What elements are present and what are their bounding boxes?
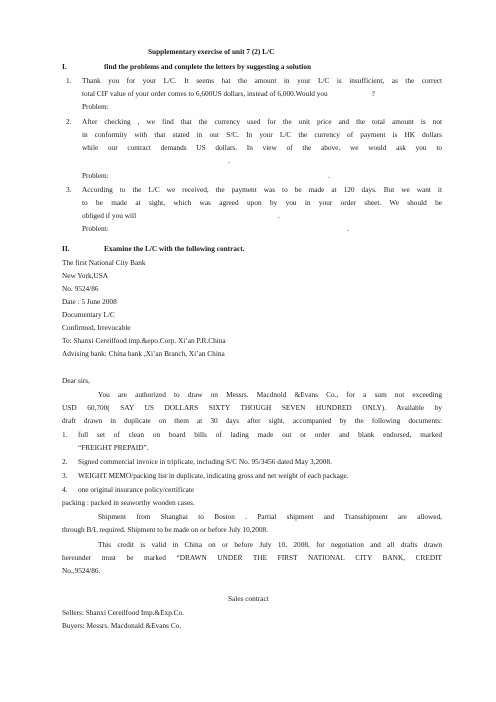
lc-bank-location: New York,USA [62, 271, 109, 280]
lc-para-3-line-1: This credit is valid in China on or before July 10, 2008, for negotiation and all drafts drawn [98, 540, 442, 549]
lc-para-2-line-2: through B/L required. Shipment to be made on or before July 10,2008. [62, 525, 269, 534]
lc-beneficiary: To: Shanxi Cereilfood imp.&epo.Corp. Xi’an P.R.China [62, 336, 226, 345]
item-3-number: 3. [66, 185, 72, 194]
item-2-line-4: . [228, 156, 230, 165]
section-2-heading: Examine the L/C with the following contract. [104, 244, 245, 253]
item-3-problem-label: Problem: [82, 224, 109, 233]
lc-packing: packing : packed in seaworthy wooden cases. [62, 498, 195, 507]
item-1-problem-label: Problem: [82, 102, 109, 111]
item-1-number: 1. [66, 76, 72, 85]
lc-doc-3-text: WEIGHT MEMO/packing list in duplicate, indicating gross and net weight of each package. [78, 471, 349, 480]
item-3-line-3: obliged if you will . [82, 211, 280, 220]
contract-title: Sales contract [228, 594, 269, 603]
lc-para-1-line-1: You are authorized to draw on Messrs. Macdnold &Evans Co., for a sum not exceeding [98, 390, 442, 399]
item-2-line-1: After checking , we find that the currency used for the unit price and the total amount is not [82, 117, 442, 126]
item-2-line-3: while our contract demands US dollars. In view of the above, we would ask you to [82, 143, 442, 152]
lc-para-1-line-3: draft drawn in duplicate on them at 30 days after sight, accompanied by the following documents: [62, 416, 442, 425]
contract-buyers: Buyers: Messrs. Macdonald &Evans Co. [62, 621, 182, 630]
lc-doc-1-continued: “FREIGHT PREPAID”. [78, 443, 149, 452]
lc-number: No. 9524/86 [62, 284, 99, 293]
document-title: Supplementary exercise of unit 7 (2) L/C [148, 47, 275, 56]
lc-doc-4-number: 4. [62, 485, 68, 494]
lc-doc-1-text: full set of clean on board bills of lading made out ot order and blank endorsed, marked [78, 430, 442, 439]
item-2-problem-end: . [328, 171, 330, 180]
lc-salutation: Dear sirs, [62, 376, 90, 385]
item-3-line-1: According to the L/C we received, the payment was to be made at 120 days. But we want it [82, 185, 442, 194]
lc-doc-2-text: Signed commercial invoice in triplicate, including S/C No. 95/3456 dated May 3,2008. [78, 457, 332, 466]
lc-para-3-line-2: hereunder must be marked “DRAWN UNDER THE FIRST NATIONAL CITY BANK, CREDIT [62, 553, 442, 562]
lc-para-2-line-1: Shipment from Shanghai to Boston . Partial shipment and Transshipment are allowed, [98, 512, 442, 521]
item-3-line-2: to be made at sight, which was agreed upon by you in your order sheet. We should be [82, 198, 442, 207]
lc-advising-bank: Advising bank: China bank ,Xi’an Branch, Xi’an China [62, 349, 225, 358]
lc-status: Confirmed, Irrevocable [62, 323, 131, 332]
item-1-line-2: total CIF value of your order comes to 6,600US dollars, instead of 6,000.Would you ? [82, 89, 375, 98]
lc-issuing-bank: The first National City Bank [62, 258, 146, 267]
lc-para-1-line-2: USD 60,700( SAY US DOLLARS SIXTY THOUGH SEVEN HUNDRED ONLY). Available by [62, 403, 442, 412]
item-1-line-1: Thank you for your L/C. It seems hat the amount in your L/C is insufficient, as the correct [82, 76, 442, 85]
lc-doc-1-number: 1. [62, 430, 68, 439]
lc-doc-3-number: 3. [62, 471, 68, 480]
item-3-problem-end: . [347, 224, 349, 233]
lc-date: Date : 5 June 2008 [62, 297, 117, 306]
item-2-line-2: in conformity with that stated in our S/C. In your L/C the currency of payment is HK dollars [82, 130, 442, 139]
lc-doc-2-number: 2. [62, 457, 68, 466]
lc-type: Documentary L/C [62, 310, 115, 319]
section-1-number: I. [62, 62, 67, 71]
item-2-number: 2. [66, 117, 72, 126]
contract-sellers: Sellers: Shanxi Cereilfood Imp.&Exp.Co. [62, 608, 185, 617]
section-1-heading: find the problems and complete the letters by suggesting a solution [104, 62, 312, 71]
item-2-problem-label: Problem: [82, 171, 109, 180]
lc-doc-4-text: one original insurance policy/certificate [78, 485, 195, 494]
lc-para-3-line-3: No.,9524/86. [62, 566, 101, 575]
section-2-number: II. [62, 244, 70, 253]
